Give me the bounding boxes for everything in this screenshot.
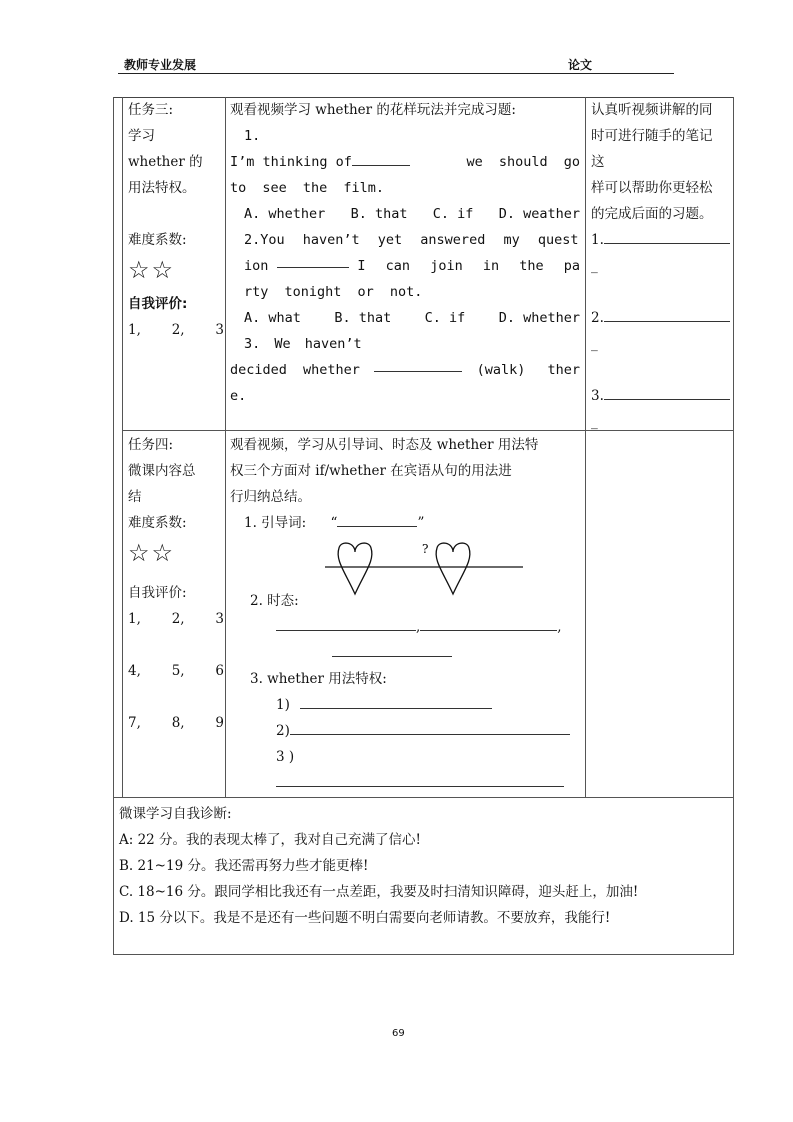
notes-instruction-line: 认真听视频讲解的同 bbox=[591, 102, 713, 118]
q1-line1 bbox=[230, 149, 580, 175]
q2-option-c[interactable]: C. if bbox=[424, 310, 466, 326]
self-eval-option[interactable]: 8, bbox=[171, 715, 185, 731]
task-table bbox=[122, 97, 734, 797]
item2-blanks-row bbox=[276, 614, 562, 640]
q2-line1: 2.You haven’t yet answered my quest bbox=[244, 232, 579, 248]
diagnosis-level-d: D. 15 分以下。我是不是还有一些问题不明白需要向老师请教。不要放弃，我能行! bbox=[119, 910, 611, 926]
header-rule bbox=[118, 73, 674, 74]
notes-dash: _ bbox=[591, 414, 598, 430]
task4-intro-line: 权三个方面对 if/whether 在宾语从句的用法进 bbox=[230, 463, 512, 479]
task4-summary-cell bbox=[230, 432, 580, 797]
diagnosis-title: 微课学习自我诊断: bbox=[119, 806, 232, 822]
comma: , bbox=[416, 619, 421, 635]
notes-dash: _ bbox=[591, 336, 598, 352]
page-number: 69 bbox=[392, 1028, 405, 1039]
item3-sub-1 bbox=[276, 692, 492, 718]
heart-icon bbox=[338, 543, 372, 594]
quote-close: ” bbox=[417, 515, 425, 531]
notes-instruction-line: 的完成后面的习题。 bbox=[591, 206, 713, 222]
self-eval-option[interactable]: 3 bbox=[215, 322, 224, 338]
task4-notes-cell bbox=[591, 432, 733, 797]
q1-answer-blank[interactable] bbox=[352, 151, 410, 166]
task3-notes-cell bbox=[591, 97, 733, 435]
task4-desc-line: 结 bbox=[128, 489, 142, 505]
diagnosis-level-a: A: 22 分。我的表现太棒了，我对自己充满了信心! bbox=[119, 832, 421, 848]
task3-self-eval-options bbox=[128, 317, 224, 343]
heart-icon bbox=[436, 543, 470, 594]
task3-difficulty-label: 难度系数: bbox=[128, 232, 187, 248]
self-eval-option[interactable]: 7, bbox=[128, 715, 141, 731]
item1-row bbox=[230, 510, 580, 536]
task4-self-eval-row bbox=[128, 658, 224, 684]
q1-option-d[interactable]: D. weather bbox=[498, 206, 580, 222]
q3-text: (walk) ther bbox=[476, 362, 580, 378]
privilege-blank-3[interactable] bbox=[276, 772, 564, 787]
task3-intro: 观看视频学习 whether 的花样玩法并完成习题: bbox=[230, 102, 516, 118]
q1-option-b[interactable]: B. that bbox=[350, 206, 408, 222]
comma: , bbox=[557, 619, 562, 635]
tense-blank-2[interactable] bbox=[420, 616, 557, 631]
self-eval-option[interactable]: 1, bbox=[128, 322, 141, 338]
tense-blank-1[interactable] bbox=[276, 616, 416, 631]
item1-label: 1. 引导词: bbox=[244, 515, 307, 531]
task3-self-eval-label: 自我评价: bbox=[128, 296, 188, 312]
task3-info-cell bbox=[128, 97, 224, 343]
notes-dash: _ bbox=[591, 258, 598, 274]
q2-option-d[interactable]: D. whether bbox=[498, 310, 580, 326]
item3-sub-3: 3 ) bbox=[276, 749, 295, 765]
notes-blank-label: 3. bbox=[591, 388, 604, 404]
q2-answer-blank[interactable] bbox=[277, 253, 349, 268]
item3-label: 3. whether 用法特权: bbox=[250, 671, 387, 687]
column-divider-1 bbox=[225, 97, 226, 797]
q2-text: ion bbox=[244, 258, 269, 274]
task4-difficulty-stars-icon: ☆☆ bbox=[128, 539, 176, 567]
task4-self-eval-row bbox=[128, 606, 224, 632]
notes-instruction-line: 时可进行随手的笔记 bbox=[591, 128, 713, 144]
q3-answer-blank[interactable] bbox=[374, 357, 462, 372]
item1-answer-blank[interactable] bbox=[337, 512, 417, 527]
q2-line3: rty tonight or not. bbox=[244, 284, 423, 300]
running-header-right: 论文 bbox=[568, 58, 593, 72]
notes-instruction-line: 样可以帮助你更轻松 bbox=[591, 180, 713, 196]
self-diagnosis-box bbox=[113, 797, 734, 955]
sub-item-label: 1) bbox=[276, 697, 290, 713]
item3-sub-2 bbox=[276, 718, 570, 744]
column-divider-2 bbox=[585, 97, 586, 797]
self-eval-option[interactable]: 6 bbox=[215, 663, 224, 679]
self-eval-option[interactable]: 4, bbox=[128, 663, 141, 679]
notes-blank-label: 1. bbox=[591, 232, 604, 248]
table-right-border bbox=[733, 97, 734, 797]
notes-blank-3[interactable] bbox=[591, 383, 733, 409]
task4-desc-line: 微课内容总 bbox=[128, 463, 196, 479]
self-eval-option[interactable]: 2, bbox=[171, 611, 185, 627]
task4-info-cell bbox=[128, 432, 224, 736]
sub-item-label: 2) bbox=[276, 723, 290, 739]
task4-intro-line: 观看视频，学习从引导词、时态及 whether 用法特 bbox=[230, 437, 539, 453]
running-header-left: 教师专业发展 bbox=[124, 58, 197, 72]
q3-text: decided whether bbox=[230, 362, 360, 378]
tense-blank-3[interactable] bbox=[332, 642, 452, 657]
q1-option-c[interactable]: C. if bbox=[432, 206, 474, 222]
q3-line3: e. bbox=[230, 388, 247, 404]
task4-self-eval-row bbox=[128, 710, 224, 736]
q1-text: I’m thinking of bbox=[230, 154, 352, 170]
q1-line2: to see the film. bbox=[230, 180, 385, 196]
q3-line1: 3. We haven’t bbox=[244, 336, 362, 352]
task4-intro-line: 行归纳总结。 bbox=[230, 489, 311, 505]
quote-open: “ bbox=[330, 515, 338, 531]
question-mark: ? bbox=[422, 542, 429, 556]
task3-exercise-cell bbox=[230, 97, 580, 409]
self-eval-option[interactable]: 5, bbox=[171, 663, 185, 679]
task3-desc-line: 学习 bbox=[128, 128, 155, 144]
q2-options bbox=[230, 305, 580, 331]
item3-sub-3-line bbox=[276, 770, 564, 796]
task3-difficulty-stars-icon: ☆☆ bbox=[128, 256, 176, 284]
self-eval-option[interactable]: 1, bbox=[128, 611, 141, 627]
self-eval-option[interactable]: 3 bbox=[215, 611, 224, 627]
privilege-blank-1[interactable] bbox=[300, 694, 492, 709]
notes-blank-2[interactable] bbox=[591, 305, 733, 331]
diagnosis-level-b: B. 21~19 分。我还需再努力些才能更棒! bbox=[119, 858, 369, 874]
diagnosis-level-c: C. 18~16 分。跟同学相比我还有一点差距，我要及时扫清知识障碍，迎头赶上，加油! bbox=[119, 884, 639, 900]
task4-self-eval-label: 自我评价: bbox=[128, 585, 187, 601]
task3-desc-line: 用法特权。 bbox=[128, 180, 196, 196]
notes-instruction-line: 这 bbox=[591, 154, 605, 170]
notes-blank-label: 2. bbox=[591, 310, 604, 326]
item2-label: 2. 时态: bbox=[250, 593, 299, 609]
q2-text: I can join in the pa bbox=[357, 258, 580, 274]
q2-option-a[interactable]: A. what bbox=[244, 310, 301, 326]
q1-option-a[interactable]: A. whether bbox=[244, 206, 326, 222]
task3-title: 任务三: bbox=[128, 102, 174, 118]
q1-number: 1. bbox=[244, 128, 261, 144]
self-eval-option[interactable]: 2, bbox=[171, 322, 185, 338]
q2-line2 bbox=[230, 253, 580, 279]
hearts-diagram bbox=[325, 538, 535, 600]
self-eval-option[interactable]: 9 bbox=[215, 715, 224, 731]
q1-options bbox=[230, 201, 580, 227]
table-inner-left-border bbox=[122, 97, 123, 797]
q1-text: we should go bbox=[466, 154, 580, 170]
q2-option-b[interactable]: B. that bbox=[334, 310, 392, 326]
task3-desc-line: whether 的 bbox=[128, 154, 203, 170]
task4-difficulty-label: 难度系数: bbox=[128, 515, 187, 531]
privilege-blank-2[interactable] bbox=[290, 720, 570, 735]
item2-blanks-row2 bbox=[332, 640, 452, 666]
task4-title: 任务四: bbox=[128, 437, 174, 453]
q3-line2 bbox=[230, 357, 580, 383]
notes-blank-1[interactable] bbox=[591, 227, 733, 253]
